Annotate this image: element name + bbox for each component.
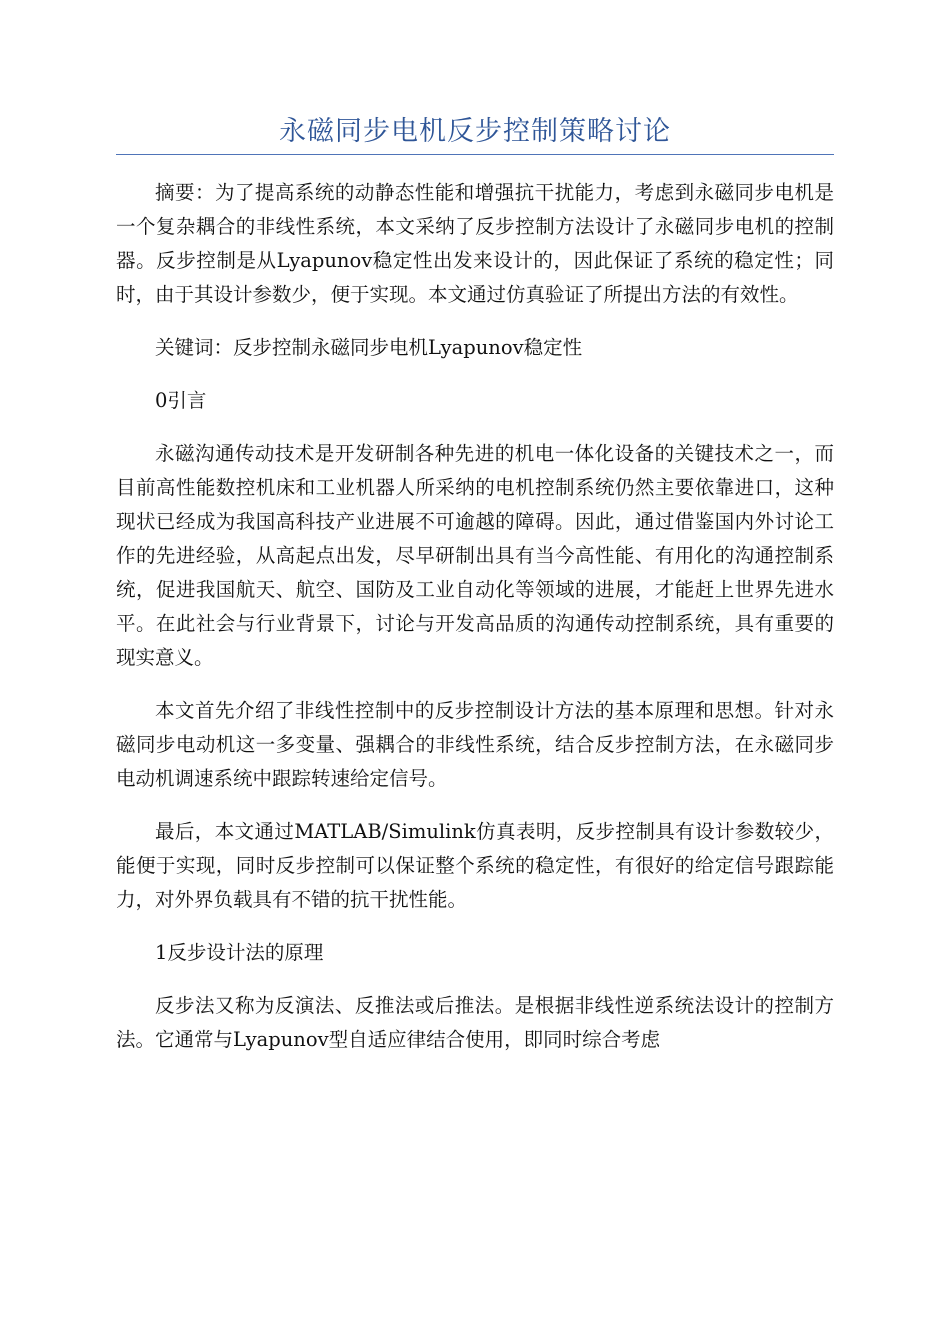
- document-title: 永磁同步电机反步控制策略讨论: [279, 116, 671, 147]
- body-paragraph: 永磁沟通传动技术是开发研制各种先进的机电一体化设备的关键技术之一，而目前高性能数控机床和工业机器人所采纳的电机控制系统仍然主要依靠进口，这种现状已经成为我国高科技产业进展不可逾越的障碍。因此，通过借鉴国内外讨论工作的先进经验，从高起点出发，尽早研制出具有当今高性能、有用化的沟通控制系统，促进我国航天、航空、国防及工业自动化等领域的进展，才能赶上世界先进水平。在此社会与行业背景下，讨论与开发高品质的沟通传动控制系统，具有重要的现实意义。: [116, 442, 834, 669]
- document-body: [116, 176, 834, 1076]
- title-underline: [116, 154, 834, 155]
- body-paragraph: 反步法又称为反演法、反推法或后推法。是根据非线性逆系统法设计的控制方法。它通常与Lyapunov型自适应律结合使用，即同时综合考虑: [116, 994, 834, 1051]
- abstract-paragraph: 摘要：为了提高系统的动静态性能和增强抗干扰能力，考虑到永磁同步电机是一个复杂耦合的非线性系统，本文采纳了反步控制方法设计了永磁同步电机的控制器。反步控制是从Lyapunov稳定性出发来设计的，因此保证了系统的稳定性；同时，由于其设计参数少，便于实现。本文通过仿真验证了所提出方法的有效性。: [116, 181, 834, 306]
- section-heading-introduction: 0引言: [155, 389, 207, 412]
- keywords-paragraph: 关键词：反步控制永磁同步电机Lyapunov稳定性: [155, 336, 583, 359]
- body-paragraph: 本文首先介绍了非线性控制中的反步控制设计方法的基本原理和思想。针对永磁同步电动机这一多变量、强耦合的非线性系统，结合反步控制方法，在永磁同步电动机调速系统中跟踪转速给定信号。: [116, 699, 834, 790]
- section-heading-principle: 1反步设计法的原理: [155, 941, 324, 964]
- body-paragraph: 最后，本文通过MATLAB/Simulink仿真表明，反步控制具有设计参数较少，能便于实现，同时反步控制可以保证整个系统的稳定性，有很好的给定信号跟踪能力，对外界负载具有不错的抗干扰性能。: [116, 820, 834, 911]
